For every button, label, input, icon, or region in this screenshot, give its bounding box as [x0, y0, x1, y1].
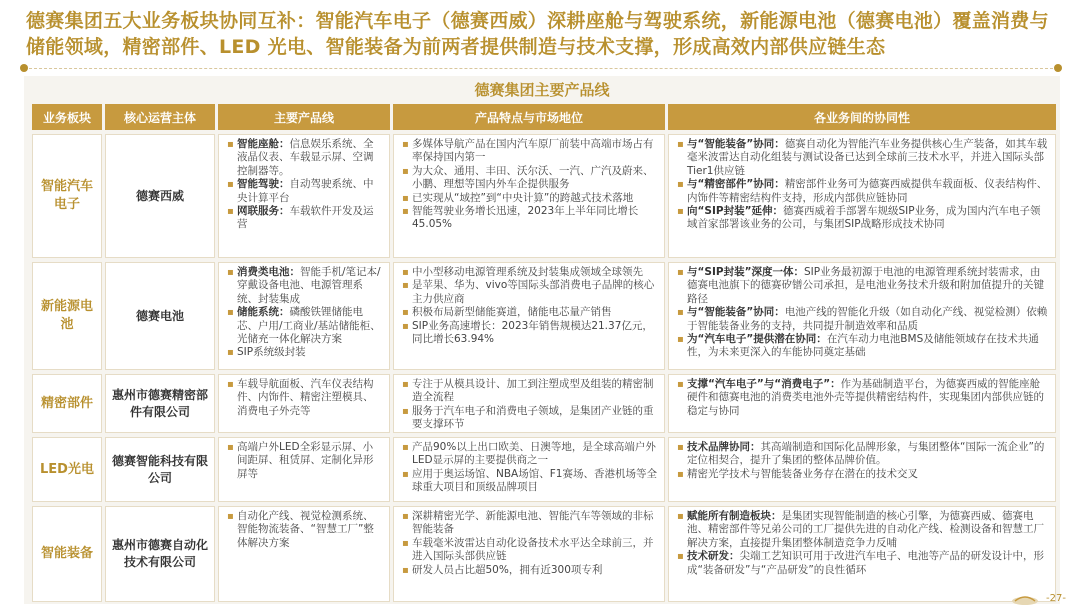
- list-item: [412, 320, 658, 347]
- synergy-cell: [668, 374, 1056, 433]
- brand-logo: [1010, 592, 1040, 606]
- item-text: 在汽车动力电池BMS及储能领域存在技术共通性，为未来更深入的车能协同奠定基础: [687, 333, 1039, 359]
- list-item: [412, 306, 658, 319]
- features-cell: [393, 134, 665, 258]
- segment-cell: 精密部件: [32, 374, 102, 433]
- item-text: 信息娱乐系统、全液晶仪表、车载显示屏、空调控制器等。: [237, 138, 374, 177]
- item-label: 智能驾驶：: [237, 178, 290, 191]
- list-item: [412, 266, 658, 279]
- products-cell: [218, 134, 390, 258]
- item-text: SIP业务高速增长：2023年销售规模达21.37亿元，同比增长63.94%: [412, 319, 653, 346]
- list-item: [687, 205, 1049, 232]
- list-item: [237, 178, 383, 205]
- item-text: SIP系统级封装: [237, 346, 306, 359]
- entity-cell: 德赛电池: [105, 262, 215, 370]
- list-item: [687, 550, 1049, 577]
- item-text: 应用于奥运场馆、NBA场馆、F1赛场、香港机场等全球重大项目和顶级品牌项目: [412, 467, 657, 494]
- list-item: [237, 138, 383, 178]
- item-text: SIP业务最初源于电池的电源管理系统封装需求，由德赛电池旗下的德赛矽镨公司承担，是电池业务技术升级和附加值提升的关键路径: [687, 266, 1044, 305]
- list-item: [687, 138, 1049, 178]
- item-text: 德赛自动化为智能汽车业务提供核心生产装备，如其车载毫米波雷达自动化组装与测试设备已达到全球前三技术水平，并进入国际头部Tier1供应链: [687, 138, 1048, 177]
- item-label: 网联服务：: [237, 205, 290, 218]
- list-item: [237, 306, 383, 346]
- list-item: [412, 165, 658, 192]
- features-cell: [393, 262, 665, 370]
- item-label: 储能系统：: [237, 306, 290, 319]
- list-item: [412, 205, 658, 232]
- list-item: [687, 378, 1049, 418]
- divider-dot-right: [1054, 64, 1062, 72]
- list-item: [687, 510, 1049, 550]
- products-cell: [218, 437, 390, 502]
- entity-cell: 惠州市德赛自动化技术有限公司: [105, 506, 215, 602]
- item-text: 是苹果、华为、vivo等国际头部消费电子品牌的核心主力供应商: [412, 279, 655, 305]
- item-text: 积极布局新型储能赛道，储能电芯量产销售: [412, 306, 612, 319]
- item-label: 智能座舱：: [237, 138, 290, 150]
- item-label: 与“智能装备”协同：: [687, 306, 785, 319]
- item-text: 车载导航面板、汽车仪表结构件、内饰件、精密注塑模具、消费电子外壳等: [237, 378, 374, 417]
- item-text: 车载毫米波雷达自动化设备技术水平达全球前三，并进入国际头部供应链: [412, 536, 654, 563]
- entity-cell: 惠州市德赛精密部件有限公司: [105, 374, 215, 433]
- item-text: 服务于汽车电子和消费电子领域，是集团产业链的重要支撑环节: [412, 404, 654, 431]
- features-cell: [393, 374, 665, 433]
- item-label: 与“智能装备”协同：: [687, 138, 785, 150]
- item-text: 磷酸铁锂储能电芯、户用/工商业/基站储能柜、光储充一体化解决方案: [237, 306, 381, 346]
- segment-cell: 新能源电池: [32, 262, 102, 370]
- item-text: 德赛西威着手部署车规级SIP业务，成为国内汽车电子领域首家部署该业务的公司，与集团SIP战略形成技术协同: [687, 205, 1041, 231]
- list-item: [412, 378, 658, 405]
- synergy-cell: [668, 134, 1056, 258]
- item-label: 与“SIP封装”深度一体：: [687, 266, 804, 278]
- list-item: [412, 405, 658, 432]
- header-products: 主要产品线: [218, 104, 390, 130]
- list-item: [687, 178, 1049, 205]
- item-text: 深耕精密光学、新能源电池、智能汽车等领域的非标智能装备: [412, 510, 654, 536]
- header-synergy: 各业务间的协同性: [668, 104, 1056, 130]
- item-text: 尖端工艺知识可用于改进汽车电子、电池等产品的研发设计中，形成“装备研发”与“产品研发”的良性循环: [687, 550, 1044, 576]
- item-label: 与“精密部件”协同：: [687, 178, 785, 191]
- features-cell: [393, 506, 665, 602]
- products-cell: [218, 506, 390, 602]
- item-text: 是集团实现智能制造的核心引擎，为德赛西威、德赛电池、精密部件等兄弟公司的工厂提供先进的自动化产线、检测设备和智慧工厂解决方案，直接提升集团整体制造竞争力反哺: [687, 510, 1044, 549]
- item-text: 研发人员占比超50%，拥有近300项专利: [412, 563, 603, 576]
- header-segment: 业务板块: [32, 104, 102, 130]
- list-item: [237, 378, 383, 418]
- list-item: [412, 564, 658, 577]
- products-cell: [218, 374, 390, 433]
- entity-cell: 德赛智能科技有限公司: [105, 437, 215, 502]
- segment-cell: LED光电: [32, 437, 102, 502]
- item-text: 高端户外LED全彩显示屏、小间距屏、租赁屏、定制化异形屏等: [237, 441, 374, 480]
- list-item: [687, 306, 1049, 333]
- item-label: 技术研发：: [687, 550, 740, 563]
- item-label: 向“SIP封装”延伸：: [687, 205, 783, 218]
- list-item: [237, 510, 383, 550]
- page-number: -27-: [1046, 593, 1066, 604]
- item-label: 技术品牌协同：: [687, 441, 761, 453]
- item-label: 消费类电池：: [237, 266, 300, 278]
- item-text: 已实现从“域控”到“中央计算”的跨越式技术落地: [412, 191, 634, 204]
- list-item: [687, 266, 1049, 306]
- list-item: [237, 346, 383, 359]
- item-label: 为“汽车电子”提供潜在协同：: [687, 333, 827, 346]
- list-item: [412, 537, 658, 564]
- item-text: 电池产线的智能化升级（如自动化产线、视觉检测）依赖于智能装备业务的支持，共同提升制造效率和品质: [687, 306, 1048, 332]
- list-item: [412, 510, 658, 537]
- item-text: 多媒体导航产品在国内汽车原厂前装中高端市场占有率保持国内第一: [412, 138, 654, 164]
- item-text: 车载软件开发及运营: [237, 205, 374, 231]
- list-item: [237, 266, 383, 306]
- item-text: 专注于从模具设计、加工到注塑成型及组装的精密制造全流程: [412, 378, 654, 404]
- item-text: 为大众、通用、丰田、沃尔沃、一汽、广汽及蔚来、小鹏、理想等国内外车企提供服务: [412, 164, 654, 191]
- list-item: [237, 441, 383, 481]
- item-text: 自动驾驶系统、中央计算平台: [237, 178, 374, 204]
- list-item: [237, 205, 383, 232]
- list-item: [687, 333, 1049, 360]
- list-item: [687, 468, 1049, 481]
- list-item: [412, 468, 658, 495]
- features-cell: [393, 437, 665, 502]
- item-text: 中小型移动电源管理系统及封装集成领域全球领先: [412, 266, 643, 278]
- list-item: [412, 279, 658, 306]
- item-label: 赋能所有制造板块：: [687, 510, 782, 522]
- segment-cell: 智能装备: [32, 506, 102, 602]
- products-cell: [218, 262, 390, 370]
- list-item: [412, 192, 658, 205]
- item-text: 智能手机/笔记本/穿戴设备电池、电源管理系统、封装集成: [237, 266, 381, 305]
- item-text: 其高端制造和国际化品牌形象，与集团整体“国际一流企业”的定位相契合，提升了集团的整体品牌价值。: [687, 441, 1045, 467]
- item-text: 精密部件业务可为德赛西威提供车载面板、仪表结构件、内饰件等精密结构件支持，形成内部供应链协同: [687, 178, 1048, 204]
- title-divider: [24, 68, 1058, 69]
- synergy-cell: [668, 262, 1056, 370]
- item-text: 产品90%以上出口欧美、日澳等地，是全球高端户外LED显示屏的主要提供商之一: [412, 441, 656, 467]
- list-item: [412, 441, 658, 468]
- item-text: 智能驾驶业务增长迅速，2023年上半年同比增长45.05%: [412, 205, 639, 231]
- synergy-cell: [668, 506, 1056, 602]
- segment-cell: 智能汽车电子: [32, 134, 102, 258]
- list-item: [412, 138, 658, 165]
- item-label: 支撑“汽车电子”与“消费电子”：: [687, 378, 841, 390]
- synergy-cell: [668, 437, 1056, 502]
- item-text: 自动化产线、视觉检测系统、智能物流装备、“智慧工厂”整体解决方案: [237, 510, 374, 549]
- entity-cell: 德赛西威: [105, 134, 215, 258]
- list-item: [687, 441, 1049, 468]
- header-entity: 核心运营主体: [105, 104, 215, 130]
- panel-title: 德赛集团主要产品线: [474, 81, 610, 99]
- item-text: 作为基础制造平台，为德赛西威的智能座舱硬件和德赛电池的消费类电池外壳等提供精密结构件，实现集团内部供应链的稳定与协同: [687, 378, 1044, 417]
- page-title: 德赛集团五大业务板块协同互补：智能汽车电子（德赛西威）深耕座舱与驾驶系统，新能源电池（德赛电池）覆盖消费与储能领域，精密部件、LED 光电、智能装备为前两者提供制造与技术支撑，形成高效内部供应链生态: [26, 10, 1049, 58]
- header-features: 产品特点与市场地位: [393, 104, 665, 130]
- divider-dot-left: [20, 64, 28, 72]
- item-text: 精密光学技术与智能装备业务存在潜在的技术交叉: [687, 467, 918, 480]
